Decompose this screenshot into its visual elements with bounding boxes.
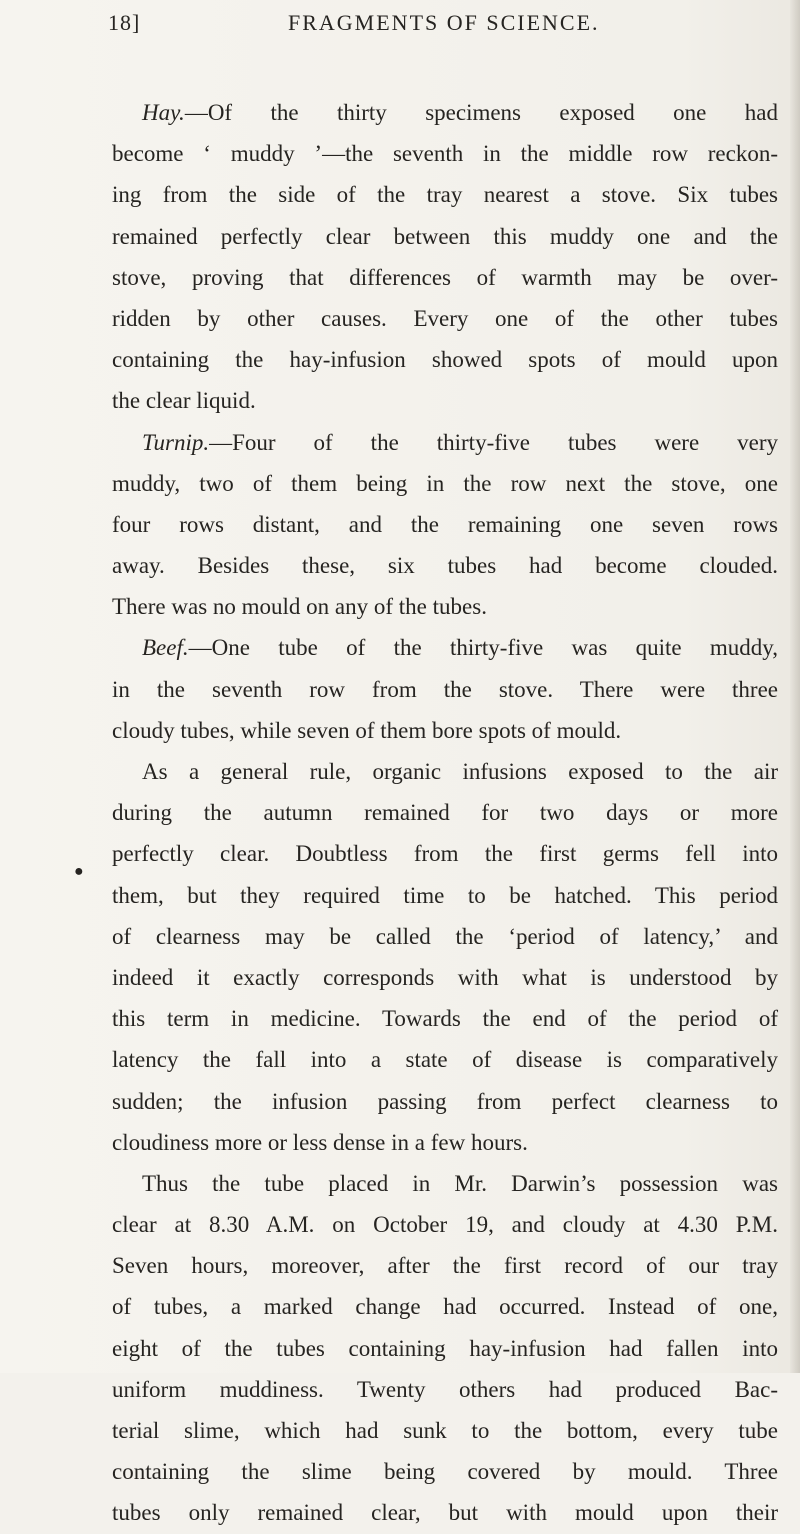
line-text: them, but they required time to be hatched. This period: [112, 882, 778, 908]
line-text: containing the hay-infusion showed spots of mould upon: [112, 347, 778, 373]
text-line: [112, 627, 778, 668]
line-text: sudden; the infusion passing from perfect clearness to: [112, 1088, 778, 1114]
line-text: ing from the side of the tray nearest a stove. Six tubes: [112, 182, 778, 208]
line-text: perfectly clear. Doubtless from the first germs fell into: [112, 841, 778, 867]
line-text: tubes only remained clear, but with mould upon their: [112, 1500, 778, 1526]
text-line: [112, 380, 778, 421]
text-line: [112, 339, 778, 380]
section-label: Turnip.: [142, 429, 210, 455]
line-text: There was no mould on any of the tubes.: [112, 594, 487, 620]
text-line: [112, 916, 778, 957]
line-text: clear at 8.30 A.M. on October 19, and cloudy at 4.30 P.M.: [112, 1212, 778, 1238]
text-line: [112, 1451, 778, 1492]
text-line: [112, 833, 778, 874]
text-line: [112, 257, 778, 298]
text-line: [112, 957, 778, 998]
line-text: in the seventh row from the stove. There were three: [112, 676, 778, 702]
text-line: [112, 1204, 778, 1245]
text-line: [112, 92, 778, 133]
margin-mark: ●: [74, 863, 84, 880]
body-text: [112, 92, 778, 1534]
line-text: As a general rule, organic infusions exposed to the air: [142, 759, 778, 784]
text-line: [112, 875, 778, 916]
line-text: ridden by other causes. Every one of the other tubes: [112, 305, 778, 331]
line-text: uniform muddiness. Twenty others had produced Bac-: [112, 1376, 778, 1402]
text-line: [112, 1410, 778, 1451]
line-text: terial slime, which had sunk to the bottom, every tube: [112, 1418, 778, 1443]
line-text: —One tube of the thirty-five was quite muddy,: [188, 635, 778, 661]
text-line: [112, 1492, 778, 1533]
running-head: FRAGMENTS OF SCIENCE.: [288, 10, 600, 35]
section-label: Beef.: [142, 635, 189, 661]
text-line: [112, 1286, 778, 1327]
text-line: [112, 669, 778, 710]
text-line: [112, 216, 778, 257]
line-text: become ‘ muddy ’—the seventh in the middle row reckon-: [112, 141, 778, 167]
text-line: [112, 1122, 778, 1163]
line-text: the clear liquid.: [112, 388, 256, 414]
line-text: of tubes, a marked change had occurred. Instead of one,: [112, 1294, 778, 1320]
section-label: Hay.: [142, 100, 185, 125]
line-text: of clearness may be called the ‘period of latency,’ and: [112, 923, 778, 949]
text-line: [112, 792, 778, 833]
text-line: [112, 586, 778, 627]
text-line: [112, 463, 778, 504]
page-number: 18]: [108, 10, 141, 35]
line-text: containing the slime being covered by mould. Three: [112, 1459, 778, 1485]
line-text: during the autumn remained for two days or more: [112, 800, 778, 826]
text-line: [112, 1163, 778, 1204]
line-text: four rows distant, and the remaining one seven rows: [112, 511, 778, 537]
line-text: indeed it exactly corresponds with what is understood by: [112, 964, 778, 990]
text-line: [112, 174, 778, 215]
text-line: [112, 1328, 778, 1369]
line-text: remained perfectly clear between this muddy one and the: [112, 223, 778, 249]
line-text: this term in medicine. Towards the end of the period of: [112, 1006, 778, 1032]
page-edge: [790, 0, 800, 1373]
line-text: —Four of the thirty-five tubes were very: [209, 429, 778, 455]
line-text: cloudy tubes, while seven of them bore spots of mould.: [112, 717, 622, 743]
line-text: cloudiness more or less dense in a few hours.: [112, 1129, 528, 1155]
line-text: muddy, two of them being in the row next the stove, one: [112, 470, 778, 496]
text-line: [112, 545, 778, 586]
text-line: [112, 1039, 778, 1080]
line-text: Seven hours, moreover, after the first record of our tray: [112, 1253, 778, 1279]
text-line: [112, 710, 778, 751]
line-text: Thus the tube placed in Mr. Darwin’s possession was: [142, 1170, 778, 1196]
text-line: [112, 1081, 778, 1122]
line-text: —Of the thirty specimens exposed one had: [184, 100, 778, 125]
line-text: away. Besides these, six tubes had become clouded.: [112, 553, 778, 579]
text-line: [112, 422, 778, 463]
page-header: [108, 4, 784, 44]
text-line: [112, 133, 778, 174]
text-line: [112, 1369, 778, 1410]
text-line: [112, 1245, 778, 1286]
text-line: [112, 751, 778, 792]
text-line: [112, 504, 778, 545]
line-text: latency the fall into a state of disease is comparatively: [112, 1047, 778, 1073]
line-text: stove, proving that differences of warmth may be over-: [112, 264, 778, 290]
line-text: eight of the tubes containing hay-infusion had fallen into: [112, 1335, 778, 1361]
text-line: [112, 998, 778, 1039]
text-line: [112, 298, 778, 339]
